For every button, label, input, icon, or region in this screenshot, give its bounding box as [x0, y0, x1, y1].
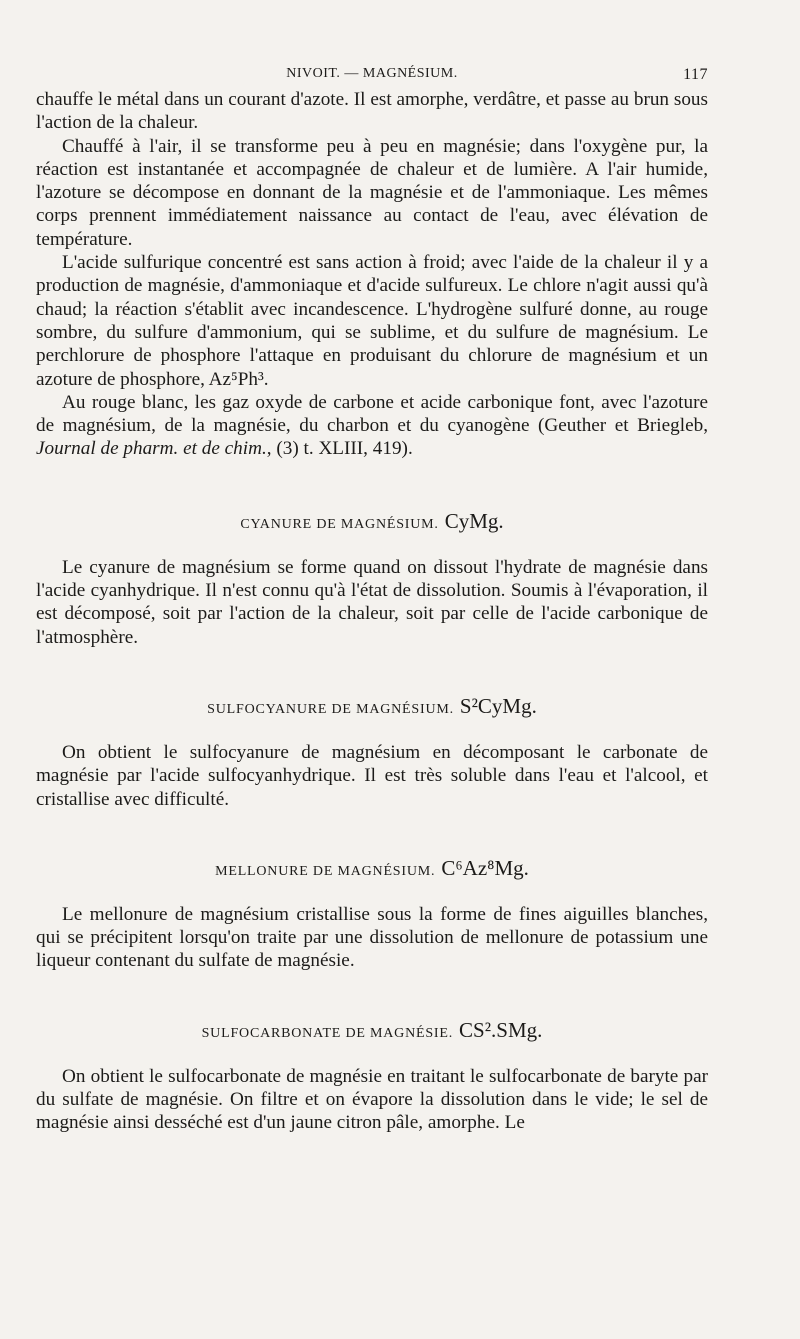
journal-citation: Journal de pharm. et de chim. [36, 438, 267, 460]
paragraph-text: Au rouge blanc, les gaz oxyde de carbone et acide carbonique font, avec l'azoture de magnésium, de la magnésie, du charbon et du cyanogène (Geuther et Briegleb, [36, 391, 708, 437]
section-heading-cyanure [36, 509, 708, 534]
chemical-formula: C⁶Az⁸Mg. [441, 855, 529, 880]
book-page [36, 62, 708, 1135]
chemical-formula: CyMg. [444, 508, 504, 533]
paragraph-air-reaction: Chauffé à l'air, il se transforme peu à peu en magnésie; dans l'oxygène pur, la réaction est instantanée et accompagnée de chaleur et de lumière. A l'air humide, l'azoture se décompose en donnant de la magnésie et de l'ammoniaque. Les mêmes corps prennent immédiatement naissance au contact de l'eau, avec élévation de température. [36, 135, 708, 250]
section-title: SULFOCYANURE DE MAGNÉSIUM. [207, 701, 454, 717]
page-number: 117 [683, 66, 708, 83]
section-title: SULFOCARBONATE DE MAGNÉSIE. [201, 1025, 454, 1041]
section-paragraph-cyanure: Le cyanure de magnésium se forme quand on dissout l'hydrate de magnésie dans l'acide cyanhydrique. Il n'est connu qu'à l'état de dissolution. Soumis à l'évaporation, il est décomposé, soit par l'action de la chaleur, soit par celle de l'acide carbonique de l'atmosphère. [36, 556, 708, 648]
running-title: NIVOIT. — MAGNÉSIUM. [286, 66, 458, 81]
paragraph-acid-reaction: L'acide sulfurique concentré est sans action à froid; avec l'aide de la chaleur il y a production de magnésie, d'ammoniaque et d'acide sulfureux. Le chlore n'agit aussi qu'à chaud; la réaction s'établit avec incandescence. L'hydrogène sulfuré donne, au rouge sombre, du sulfure d'ammonium, qui se sublime, et du sulfure de magnésium. Le perchlorure de phosphore l'attaque en produisant du chlorure de magnésium et un azoture de phosphore, Az⁵Ph³. [36, 252, 708, 390]
section-paragraph-sulfocyanure: On obtient le sulfocyanure de magnésium en décomposant le carbonate de magnésie par l'acide sulfocyanhydrique. Il est très soluble dans l'eau et l'alcool, et cristallise avec difficulté. [36, 741, 708, 810]
chemical-formula: S²CyMg. [459, 693, 537, 718]
section-heading-sulfocyanure [36, 694, 708, 719]
running-head [36, 62, 708, 88]
section-heading-sulfocarbonate [36, 1018, 708, 1043]
section-paragraph-sulfocarbonate: On obtient le sulfocarbonate de magnésie en traitant le sulfocarbonate de baryte par du sulfate de magnésie. On filtre et on évapore la dissolution dans le vide; le sel de magnésie ainsi desséché est d'un jaune citron pâle, amorphe. Le [36, 1065, 708, 1134]
chemical-formula: CS².SMg. [459, 1017, 543, 1042]
section-title: CYANURE DE MAGNÉSIUM. [240, 516, 439, 532]
paragraph-white-heat [36, 391, 708, 461]
section-title: MELLONURE DE MAGNÉSIUM. [215, 863, 436, 879]
section-heading-mellonure [36, 856, 708, 881]
section-paragraph-mellonure: Le mellonure de magnésium cristallise sous la forme de fines aiguilles blanches, qui se précipitent lorsqu'on traite par une dissolution de mellonure de potassium une liqueur contenant du sulfate de magnésie. [36, 903, 708, 972]
paragraph-continued: chauffe le métal dans un courant d'azote. Il est amorphe, verdâtre, et passe au brun sous l'action de la chaleur. [36, 89, 708, 134]
citation-reference: , (3) t. XLIII, 419). [266, 438, 413, 460]
